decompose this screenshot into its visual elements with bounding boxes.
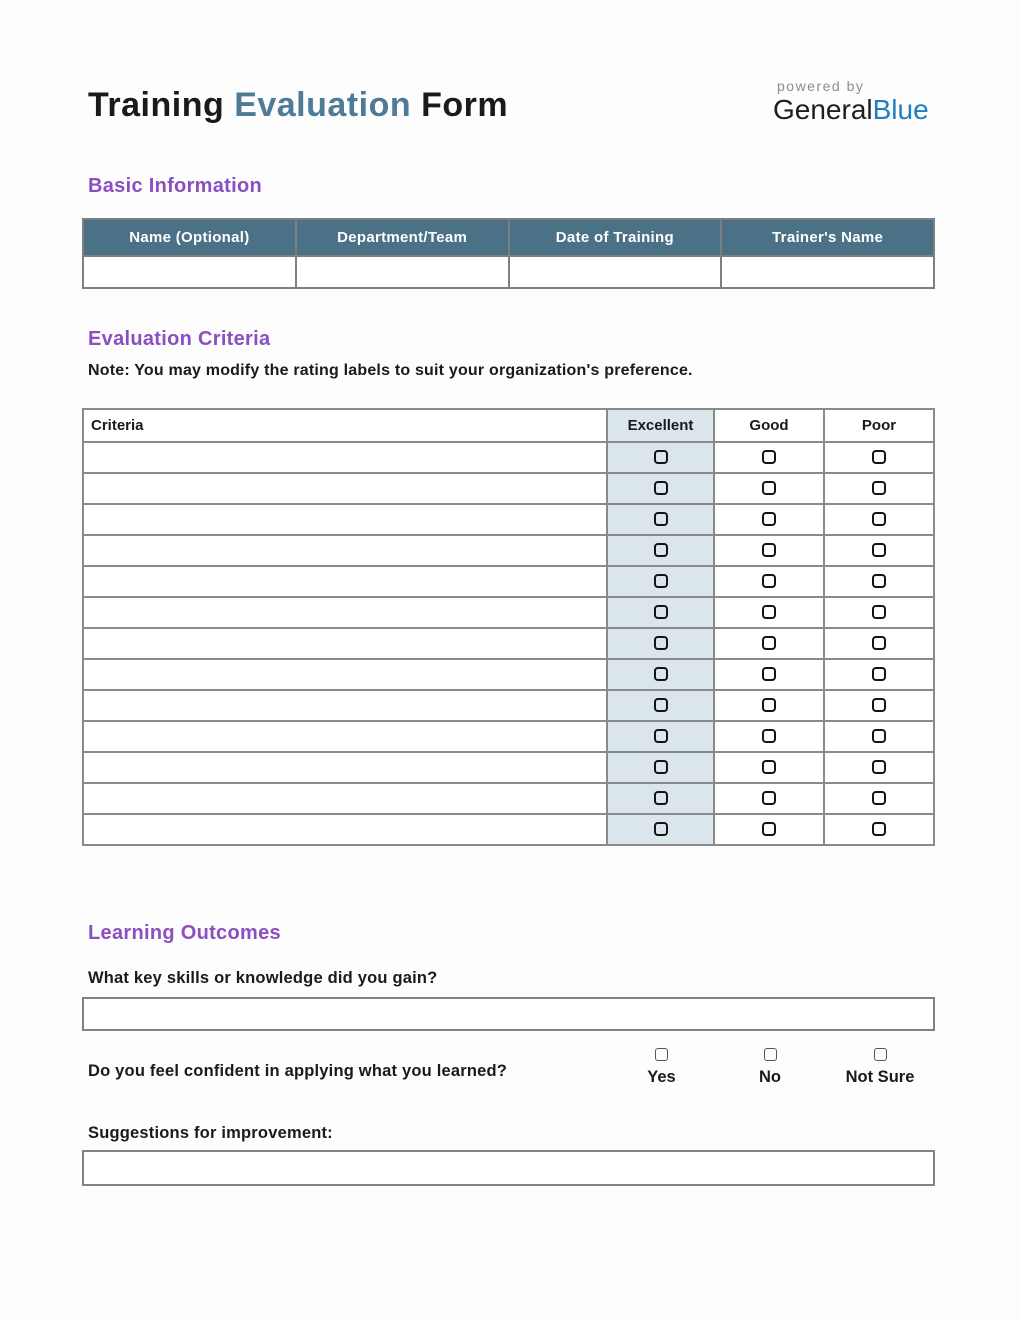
- rating-note: Note: You may modify the rating labels to suit your organization's preference.: [88, 362, 693, 379]
- skills-input-field[interactable]: [82, 997, 935, 1031]
- rating-cell-good[interactable]: [714, 473, 824, 504]
- checkbox-icon[interactable]: [654, 450, 668, 464]
- criteria-row: [83, 504, 934, 535]
- powered-by-label: powered by: [777, 78, 865, 94]
- rating-column-header: Good: [714, 409, 824, 442]
- confidence-option-yes: [608, 1046, 715, 1087]
- criteria-row: [83, 442, 934, 473]
- criteria-row: [83, 690, 934, 721]
- evaluation-criteria-heading: Evaluation Criteria: [88, 328, 271, 350]
- criteria-row: [83, 721, 934, 752]
- brand-name-general: General: [773, 94, 873, 125]
- rating-cell-poor[interactable]: [824, 473, 934, 504]
- question-skills: What key skills or knowledge did you gain?: [88, 969, 438, 987]
- question-suggestions: Suggestions for improvement:: [88, 1124, 333, 1142]
- criteria-row: [83, 473, 934, 504]
- checkbox-icon[interactable]: [762, 543, 776, 557]
- criteria-text-cell[interactable]: [83, 814, 607, 845]
- rating-cell-excellent[interactable]: [607, 721, 714, 752]
- basic-info-column-header: Department/Team: [296, 219, 509, 256]
- rating-cell-poor[interactable]: [824, 783, 934, 814]
- confidence-option-label: Yes: [647, 1068, 676, 1086]
- rating-cell-good[interactable]: [714, 814, 824, 845]
- suggestions-input-field[interactable]: [82, 1150, 935, 1186]
- rating-cell-excellent[interactable]: [607, 783, 714, 814]
- rating-cell-excellent[interactable]: [607, 659, 714, 690]
- checkbox-icon[interactable]: [762, 791, 776, 805]
- checkbox-icon[interactable]: [872, 729, 886, 743]
- confidence-option-not-sure: [825, 1046, 935, 1087]
- basic-info-column-header: Name (Optional): [83, 219, 296, 256]
- criteria-row: [83, 659, 934, 690]
- rating-cell-good[interactable]: [714, 690, 824, 721]
- brand-logo: [773, 78, 933, 126]
- brand-name-blue: Blue: [872, 94, 929, 125]
- checkbox-icon[interactable]: [654, 822, 668, 836]
- confidence-option-label: No: [759, 1068, 781, 1086]
- confidence-options: [608, 1046, 935, 1087]
- criteria-text-cell[interactable]: [83, 783, 607, 814]
- basic-info-input-cell[interactable]: [509, 256, 722, 288]
- criteria-text-cell[interactable]: [83, 597, 607, 628]
- rating-cell-excellent[interactable]: [607, 814, 714, 845]
- checkbox-icon[interactable]: [872, 605, 886, 619]
- rating-column-header: Excellent: [607, 409, 714, 442]
- checkbox-icon[interactable]: [872, 791, 886, 805]
- rating-cell-excellent[interactable]: [607, 504, 714, 535]
- checkbox-icon[interactable]: [764, 1048, 777, 1061]
- basic-info-input-cell[interactable]: [296, 256, 509, 288]
- checkbox-icon[interactable]: [654, 698, 668, 712]
- criteria-text-cell[interactable]: [83, 566, 607, 597]
- basic-info-header-row: [83, 219, 934, 256]
- page-title-part3: Form: [411, 86, 509, 124]
- criteria-text-cell[interactable]: [83, 752, 607, 783]
- criteria-body: [83, 442, 934, 845]
- basic-info-input-cell[interactable]: [721, 256, 934, 288]
- checkbox-icon[interactable]: [874, 1048, 887, 1061]
- rating-cell-poor[interactable]: [824, 628, 934, 659]
- checkbox-icon[interactable]: [762, 822, 776, 836]
- checkbox-icon[interactable]: [762, 698, 776, 712]
- checkbox-icon[interactable]: [654, 636, 668, 650]
- learning-outcomes-heading: Learning Outcomes: [88, 922, 281, 944]
- rating-cell-good[interactable]: [714, 566, 824, 597]
- confidence-option-no: [715, 1046, 825, 1087]
- rating-cell-good[interactable]: [714, 597, 824, 628]
- page-title: [88, 84, 508, 126]
- checkbox-icon[interactable]: [654, 543, 668, 557]
- question-confident: Do you feel confident in applying what you learned?: [88, 1062, 508, 1080]
- rating-cell-poor[interactable]: [824, 752, 934, 783]
- criteria-row: [83, 628, 934, 659]
- checkbox-icon[interactable]: [655, 1048, 668, 1061]
- checkbox-icon[interactable]: [872, 760, 886, 774]
- criteria-row: [83, 597, 934, 628]
- rating-cell-good[interactable]: [714, 752, 824, 783]
- checkbox-icon[interactable]: [762, 574, 776, 588]
- rating-cell-excellent[interactable]: [607, 752, 714, 783]
- checkbox-icon[interactable]: [762, 636, 776, 650]
- criteria-text-cell[interactable]: [83, 473, 607, 504]
- criteria-row: [83, 566, 934, 597]
- criteria-row: [83, 535, 934, 566]
- rating-cell-poor[interactable]: [824, 597, 934, 628]
- checkbox-icon[interactable]: [762, 729, 776, 743]
- rating-cell-excellent[interactable]: [607, 535, 714, 566]
- rating-column-header: Poor: [824, 409, 934, 442]
- rating-cell-excellent[interactable]: [607, 628, 714, 659]
- checkbox-icon[interactable]: [872, 667, 886, 681]
- criteria-text-cell[interactable]: [83, 535, 607, 566]
- checkbox-icon[interactable]: [872, 543, 886, 557]
- checkbox-icon[interactable]: [872, 512, 886, 526]
- checkbox-icon[interactable]: [872, 450, 886, 464]
- checkbox-icon[interactable]: [654, 512, 668, 526]
- checkbox-icon[interactable]: [872, 636, 886, 650]
- checkbox-icon[interactable]: [762, 512, 776, 526]
- rating-cell-good[interactable]: [714, 442, 824, 473]
- rating-cell-poor[interactable]: [824, 566, 934, 597]
- criteria-row: [83, 783, 934, 814]
- rating-cell-good[interactable]: [714, 721, 824, 752]
- rating-cell-poor[interactable]: [824, 814, 934, 845]
- basic-info-input-row: [83, 256, 934, 288]
- page-title-part1: Training: [88, 86, 235, 124]
- rating-cell-poor[interactable]: [824, 659, 934, 690]
- rating-cell-good[interactable]: [714, 628, 824, 659]
- basic-information-heading: Basic Information: [88, 175, 263, 197]
- confidence-option-label: Not Sure: [845, 1068, 915, 1086]
- criteria-column-header: Criteria: [83, 409, 607, 442]
- basic-info-column-header: Date of Training: [509, 219, 722, 256]
- rating-cell-poor[interactable]: [824, 721, 934, 752]
- rating-cell-excellent[interactable]: [607, 566, 714, 597]
- evaluation-criteria-table: [82, 408, 935, 846]
- criteria-text-cell[interactable]: [83, 628, 607, 659]
- rating-cell-excellent[interactable]: [607, 473, 714, 504]
- rating-cell-good[interactable]: [714, 783, 824, 814]
- criteria-row: [83, 814, 934, 845]
- checkbox-icon[interactable]: [872, 822, 886, 836]
- rating-cell-poor[interactable]: [824, 504, 934, 535]
- criteria-text-cell[interactable]: [83, 690, 607, 721]
- checkbox-icon[interactable]: [762, 760, 776, 774]
- checkbox-icon[interactable]: [654, 760, 668, 774]
- checkbox-icon[interactable]: [872, 698, 886, 712]
- rating-cell-excellent[interactable]: [607, 690, 714, 721]
- criteria-text-cell[interactable]: [83, 659, 607, 690]
- checkbox-icon[interactable]: [762, 450, 776, 464]
- checkbox-icon[interactable]: [762, 667, 776, 681]
- rating-cell-good[interactable]: [714, 659, 824, 690]
- criteria-text-cell[interactable]: [83, 504, 607, 535]
- checkbox-icon[interactable]: [762, 481, 776, 495]
- checkbox-icon[interactable]: [654, 481, 668, 495]
- checkbox-icon[interactable]: [872, 574, 886, 588]
- checkbox-icon[interactable]: [654, 574, 668, 588]
- rating-cell-excellent[interactable]: [607, 597, 714, 628]
- criteria-text-cell[interactable]: [83, 721, 607, 752]
- basic-info-column-header: Trainer's Name: [721, 219, 934, 256]
- basic-info-input-cell[interactable]: [83, 256, 296, 288]
- basic-information-table: [82, 218, 935, 289]
- rating-cell-good[interactable]: [714, 504, 824, 535]
- criteria-row: [83, 752, 934, 783]
- checkbox-icon[interactable]: [654, 667, 668, 681]
- checkbox-icon[interactable]: [654, 791, 668, 805]
- criteria-header-row: [83, 409, 934, 442]
- checkbox-icon[interactable]: [654, 605, 668, 619]
- rating-cell-good[interactable]: [714, 535, 824, 566]
- rating-cell-excellent[interactable]: [607, 442, 714, 473]
- checkbox-icon[interactable]: [762, 605, 776, 619]
- rating-cell-poor[interactable]: [824, 690, 934, 721]
- page-title-accent: Evaluation: [234, 86, 412, 124]
- checkbox-icon[interactable]: [872, 481, 886, 495]
- rating-cell-poor[interactable]: [824, 535, 934, 566]
- rating-cell-poor[interactable]: [824, 442, 934, 473]
- checkbox-icon[interactable]: [654, 729, 668, 743]
- brand-name: [773, 94, 929, 125]
- criteria-text-cell[interactable]: [83, 442, 607, 473]
